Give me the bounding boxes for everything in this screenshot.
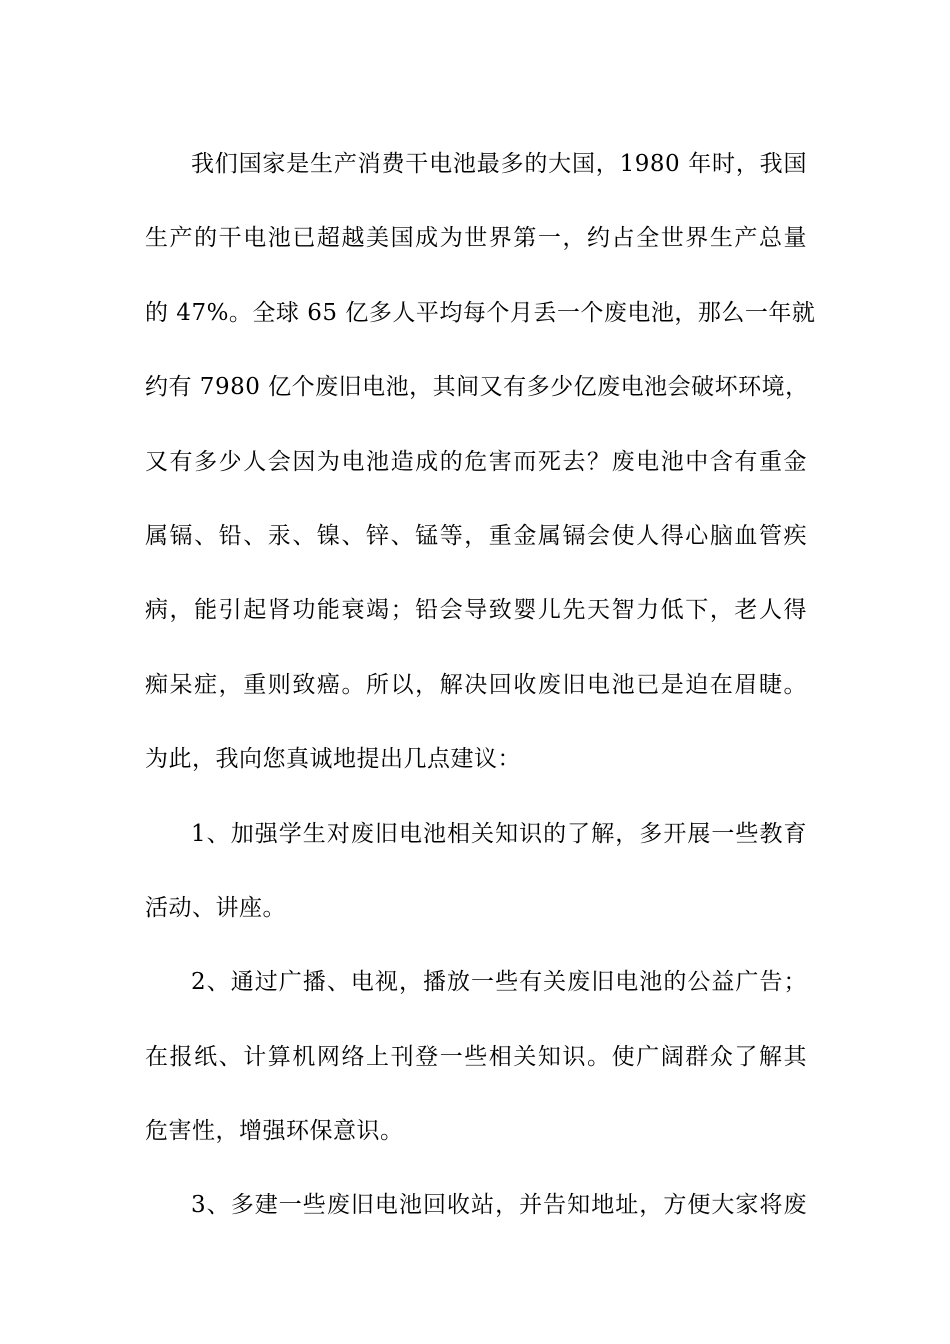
paragraph-line-2: 生产的干电池已超越美国成为世界第一，约占全世界生产总量 (145, 225, 807, 252)
paragraph-line-7: 病，能引起肾功能衰竭；铅会导致婴儿先天智力低下，老人得 (145, 597, 807, 624)
paragraph-line-1: 我们国家是生产消费干电池最多的大国，1980 年时，我国 (191, 151, 807, 177)
suggestion-1-line-2: 活动、讲座。 (145, 894, 286, 921)
paragraph-line-8: 痴呆症，重则致癌。所以，解决回收废旧电池已是迫在眉睫。 (145, 671, 807, 698)
paragraph-line-5: 又有多少人会因为电池造成的危害而死去？废电池中含有重金 (145, 448, 807, 475)
paragraph-line-6: 属镉、铅、汞、镍、锌、锰等，重金属镉会使人得心脑血管疾 (145, 522, 807, 549)
suggestion-2-line-1: 2、通过广播、电视，播放一些有关废旧电池的公益广告； (191, 969, 807, 996)
paragraph-line-9: 为此，我向您真诚地提出几点建议： (145, 746, 521, 773)
suggestion-2-line-3: 危害性，增强环保意识。 (145, 1118, 404, 1145)
suggestion-3-line-1: 3、多建一些废旧电池回收站，并告知地址，方便大家将废 (191, 1192, 807, 1219)
paragraph-line-4: 约有 7980 亿个废旧电池，其间又有多少亿废电池会破坏环境， (145, 374, 809, 401)
paragraph-line-3: 的 47%。全球 65 亿多人平均每个月丢一个废电池，那么一年就 (145, 299, 816, 326)
suggestion-2-line-2: 在报纸、计算机网络上刊登一些相关知识。使广阔群众了解其 (145, 1043, 807, 1070)
body-text (145, 127, 816, 1243)
suggestion-1-line-1: 1、加强学生对废旧电池相关知识的了解，多开展一些教育 (191, 820, 807, 847)
